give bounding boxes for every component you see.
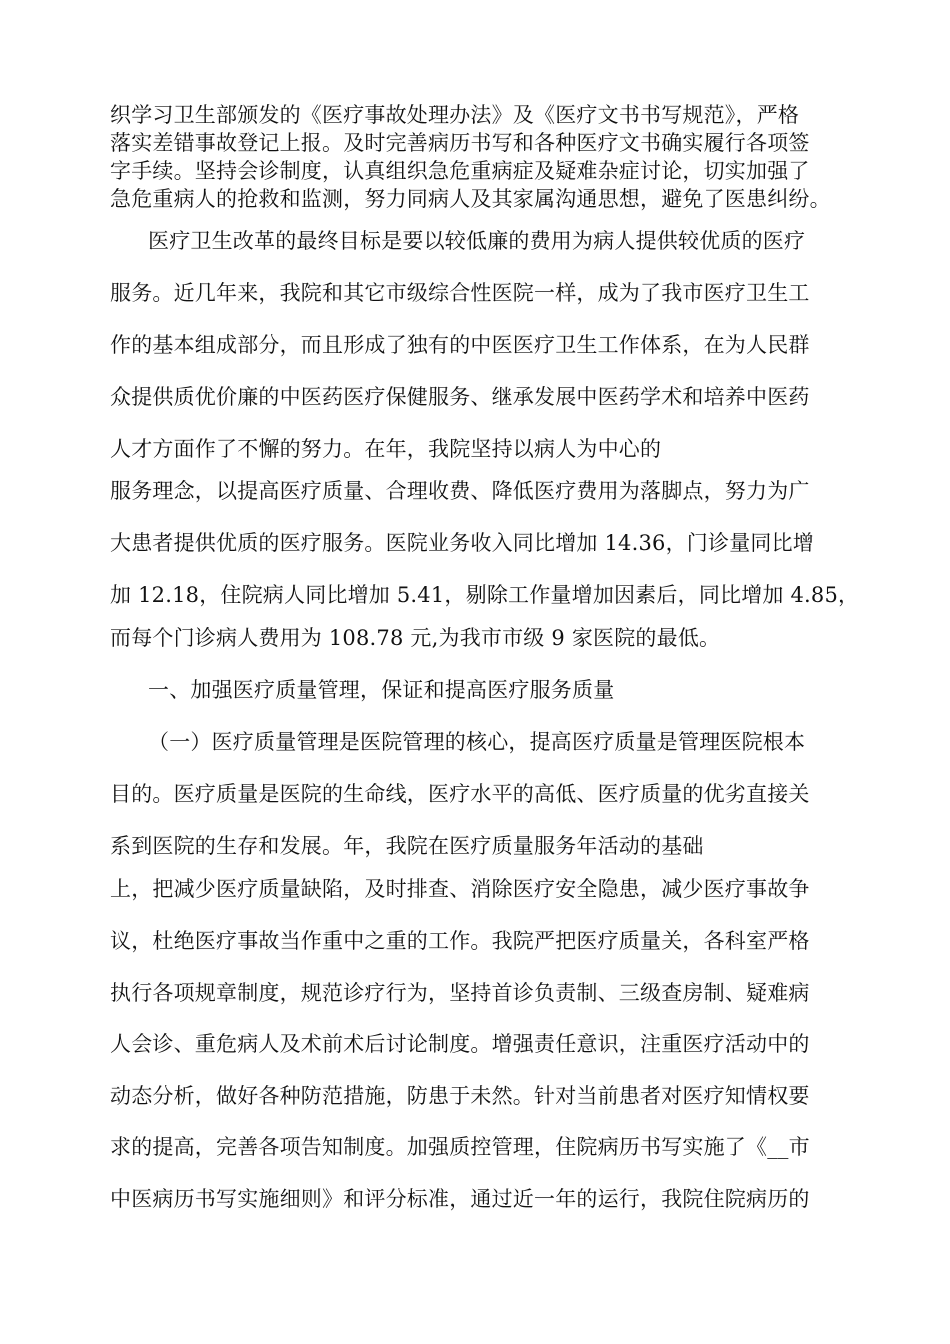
paragraph-5-line-2: 议，杜绝医疗事故当作重中之重的工作。我院严把医疗质量关，各科室严格 [110, 929, 810, 953]
paragraph-2-line-1: 医疗卫生改革的最终目标是要以较低廉的费用为病人提供较优质的医疗 [148, 229, 806, 253]
paragraph-1-line-4: 急危重病人的抢救和监测，努力同病人及其家属沟通思想，避免了医患纠纷。 [110, 187, 831, 211]
paragraph-4-line-3: 系到医院的生存和发展。年，我院在医疗质量服务年活动的基础 [110, 834, 704, 858]
paragraph-3-line-1: 服务理念，以提高医疗质量、合理收费、降低医疗费用为落脚点，努力为广 [110, 479, 810, 503]
paragraph-3-line-4: 而每个门诊病人费用为 108.78 元,为我市市级 9 家医院的最低。 [110, 626, 721, 650]
paragraph-1-line-1: 织学习卫生部颁发的《医疗事故处理办法》及《医疗文书书写规范》，严格 [110, 103, 800, 127]
paragraph-2-line-3: 作的基本组成部分，而且形成了独有的中医医疗卫生工作体系，在为人民群 [110, 333, 810, 357]
paragraph-1-line-3: 字手续。坚持会诊制度，认真组织急危重病症及疑难杂症讨论，切实加强了 [110, 159, 810, 183]
paragraph-5-line-1: 上，把减少医疗质量缺陷，及时排查、消除医疗安全隐患，减少医疗事故争 [110, 877, 810, 901]
paragraph-3-line-3: 加 12.18，住院病人同比增加 5.41，剔除工作量增加因素后，同比增加 4.85， [110, 583, 860, 607]
paragraph-4-line-1: （一）医疗质量管理是医院管理的核心，提高医疗质量是管理医院根本 [148, 730, 806, 754]
paragraph-5-line-6: 求的提高，完善各项告知制度。加强质控管理，住院病历书写实施了《__市 [110, 1135, 810, 1159]
paragraph-5-line-5: 动态分析，做好各种防范措施，防患于未然。针对当前患者对医疗知情权要 [110, 1084, 810, 1108]
section-heading: 一、加强医疗质量管理，保证和提高医疗服务质量 [148, 678, 615, 702]
paragraph-5-line-3: 执行各项规章制度，规范诊疗行为，坚持首诊负责制、三级查房制、疑难病 [110, 981, 810, 1005]
paragraph-2-line-4: 众提供质优价廉的中医药医疗保健服务、继承发展中医药学术和培养中医药 [110, 385, 810, 409]
paragraph-1-line-2: 落实差错事故登记上报。及时完善病历书写和各种医疗文书确实履行各项签 [110, 131, 810, 155]
paragraph-3-line-2: 大患者提供优质的医疗服务。医院业务收入同比增加 14.36，门诊量同比增 [110, 531, 814, 555]
paragraph-4-line-2: 目的。医疗质量是医院的生命线，医疗水平的高低、医疗质量的优劣直接关 [110, 782, 810, 806]
paragraph-2-line-5: 人才方面作了不懈的努力。在年，我院坚持以病人为中心的 [110, 437, 662, 461]
paragraph-2-line-2: 服务。近几年来，我院和其它市级综合性医院一样，成为了我市医疗卫生工 [110, 281, 810, 305]
paragraph-5-line-7: 中医病历书写实施细则》和评分标准，通过近一年的运行，我院住院病历的 [110, 1187, 810, 1211]
paragraph-5-line-4: 人会诊、重危病人及术前术后讨论制度。增强责任意识，注重医疗活动中的 [110, 1032, 810, 1056]
